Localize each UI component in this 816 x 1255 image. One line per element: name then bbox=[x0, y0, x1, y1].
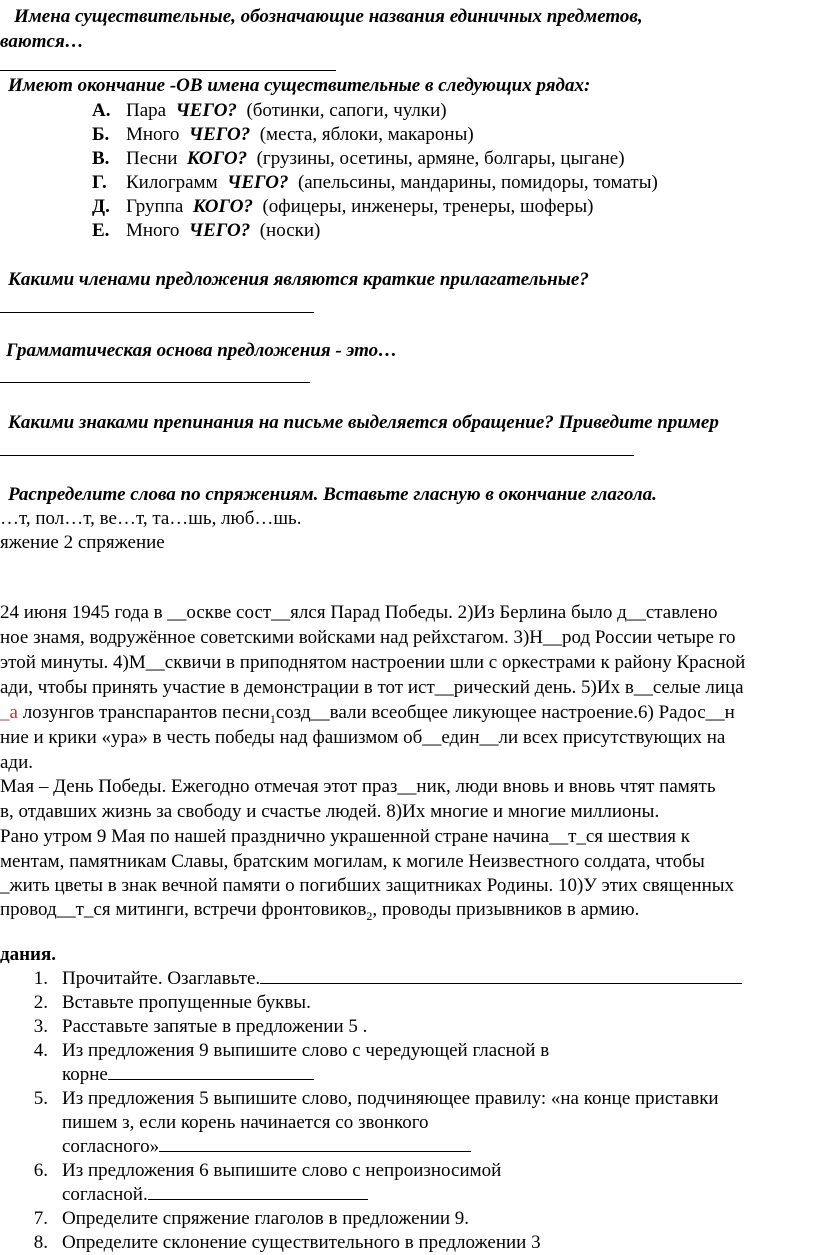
task-item-continuation: согласного» bbox=[62, 1136, 471, 1158]
question-6-columns: яжение 2 спряжение bbox=[0, 532, 165, 553]
task-item-continuation: пишем з, если корень начинается со звонкого bbox=[62, 1112, 429, 1133]
task-item: 3. Расставьте запятые в предложении 5 . bbox=[33, 1016, 368, 1037]
answer-blank[interactable] bbox=[159, 1136, 471, 1152]
text-line: провод__т_ся митинги, встречи фронтовиков$_2$, проводы призывников в армию. bbox=[0, 899, 640, 923]
text-line: в, отдавших жизнь за свободу и счастье людей. 8)Их многие и многие миллионы. bbox=[0, 801, 660, 822]
footnote-marker: 1 bbox=[269, 711, 276, 726]
question-1-line-2: ваются… bbox=[0, 31, 84, 52]
task-item: 1. Прочитайте. Озаглавьте. bbox=[18, 968, 742, 990]
text-line: этой минуты. 4)М__сквичи в приподнятом настроении шли с оркестрами к району Красной bbox=[0, 652, 746, 673]
answer-blank[interactable] bbox=[108, 1064, 314, 1080]
task-item: 4. Из предложения 9 выпишите слово с чередующей гласной в bbox=[33, 1040, 550, 1061]
option-v[interactable]: В. Песни КОГО? (грузины, осетины, армяне, болгары, цыгане) bbox=[92, 148, 625, 169]
footnote-marker: 2 bbox=[366, 908, 373, 923]
question-6-words: …т, пол…т, ве…т, та…шь, люб…шь. bbox=[0, 508, 302, 529]
answer-line-3[interactable] bbox=[0, 312, 314, 313]
highlighted-letter: _а bbox=[0, 702, 18, 723]
task-item-continuation: согласной. bbox=[62, 1184, 368, 1206]
text-line: ментам, памятникам Славы, братским могилам, к могиле Неизвестного солдата, чтобы bbox=[0, 851, 705, 872]
task-item: 8. Определите склонение существительного в предложении 3 bbox=[33, 1232, 541, 1253]
task-item-continuation: корне bbox=[62, 1064, 314, 1086]
text-line: 24 июня 1945 года в __оскве сост__ялся Парад Победы. 2)Из Берлина было д__ставлено bbox=[0, 602, 718, 623]
text-line: ади, чтобы принять участие в демонстрации в тот ист__рический день. 5)Их в__селые лица bbox=[0, 677, 744, 698]
task-item: 2. Вставьте пропущенные буквы. bbox=[33, 992, 311, 1013]
question-6-title: Распределите слова по спряжениям. Вставьте гласную в окончание глагола. bbox=[8, 484, 657, 505]
text-line: Рано утром 9 Мая по нашей празднично украшенной стране начина__т_ся шествия к bbox=[0, 826, 690, 847]
option-b[interactable]: Б. Много ЧЕГО? (места, яблоки, макароны) bbox=[92, 124, 474, 145]
text-line: ние и крики «ура» в честь победы над фашизмом об__един__ли всех присутствующих на bbox=[0, 727, 726, 748]
answer-line-5[interactable] bbox=[0, 455, 634, 456]
task-item: 6. Из предложения 6 выпишите слово с непроизносимой bbox=[33, 1160, 502, 1181]
answer-line-1[interactable] bbox=[0, 70, 336, 71]
question-3-title: Какими членами предложения являются краткие прилагательные? bbox=[8, 269, 589, 290]
question-4-title: Грамматическая основа предложения - это… bbox=[6, 340, 398, 361]
question-2-title: Имеют окончание -ОВ имена существительные в следующих рядах: bbox=[8, 75, 591, 96]
answer-blank[interactable] bbox=[148, 1184, 368, 1200]
option-d[interactable]: Д. Группа КОГО? (офицеры, инженеры, тренеры, шоферы) bbox=[92, 196, 594, 217]
option-a[interactable]: А. Пара ЧЕГО? (ботинки, сапоги, чулки) bbox=[92, 100, 447, 121]
answer-blank[interactable] bbox=[260, 968, 742, 984]
option-g[interactable]: Г. Килограмм ЧЕГО? (апельсины, мандарины, помидоры, томаты) bbox=[92, 172, 658, 193]
text-line: _жить цветы в знак вечной памяти о погибших защитниках Родины. 10)У этих священных bbox=[0, 875, 735, 896]
task-item: 7. Определите спряжение глаголов в предложении 9. bbox=[33, 1208, 470, 1229]
text-line: ади. bbox=[0, 752, 34, 773]
tasks-heading: дания. bbox=[0, 944, 57, 965]
question-5-title: Какими знаками препинания на письме выделяется обращение? Приведите пример bbox=[8, 412, 719, 433]
task-item: 5. Из предложения 5 выпишите слово, подчиняющее правилу: «на конце приставки bbox=[33, 1088, 719, 1109]
text-line: Мая – День Победы. Ежегодно отмечая этот праз__ник, люди вновь и вновь чтят память bbox=[0, 776, 716, 797]
option-e[interactable]: Е. Много ЧЕГО? (носки) bbox=[92, 220, 321, 241]
text-line: ное знамя, водружённое советскими войсками над рейхстагом. 3)Н__род России четыре го bbox=[0, 627, 736, 648]
question-1-line-1: Имена существительные, обозначающие названия единичных предметов, bbox=[14, 6, 643, 27]
answer-line-4[interactable] bbox=[0, 382, 310, 383]
text-line: _а лозунгов транспарантов песни$_1$созд__вали всеобщее ликующее настроение.6) Радос__н bbox=[0, 702, 735, 726]
